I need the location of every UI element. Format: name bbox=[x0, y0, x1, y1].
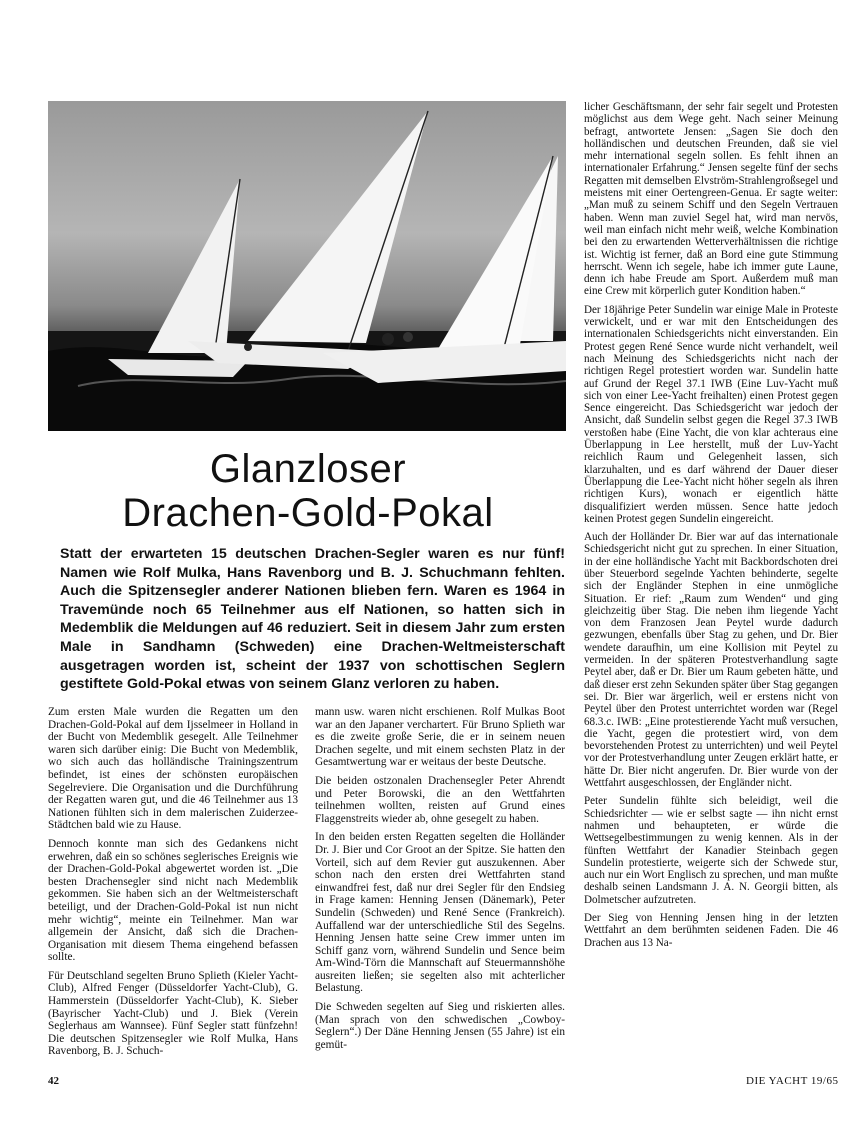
paragraph: Die beiden ostzonalen Drachensegler Peter Ahrendt und Peter Borowski, die an den Wettfahrten teilnehmen wollten, reisten auf Grund eines Flaggenstreits wieder ab, ohne gesegelt zu haben. bbox=[315, 774, 565, 825]
lead-paragraph: Statt der erwarteten 15 deutschen Drachen-Segler waren es nur fünf! Namen wie Rolf Mulka, Hans Ravenborg und B. J. Schuchmann fehlten. Auch die Spitzensegler anderer Nationen blieben fern. Waren es 1964 in Travemünde noch 65 Teilnehmer aus elf Nationen, so hatten sich in Medemblik die Meldungen auf 46 reduziert. Seit in diesem Jahr zum ersten Male in Sandhamn (Schweden) eine Drachen-Weltmeisterschaft ausgetragen worden ist, scheint der 1937 von schottischen Seglern gestiftete Gold-Pokal etwas von seinem Glanz verloren zu haben. bbox=[60, 546, 565, 693]
text-column-1 bbox=[48, 706, 298, 1064]
paragraph: Für Deutschland segelten Bruno Splieth (Kieler Yacht-Club), Alfred Fenger (Düsseldorfer Yacht-Club), G. Hammerstein (Düsseldorfer Yacht-Club), K. Sieber (Bayrischer Yacht-Club) und J. Biek (Verein Seglerhaus am Wannsee). Fünf Segler statt fünfzehn! Die deutschen Spitzensegler wie Rolf Mulka, Hans Ravenborg, B. J. Schuch- bbox=[48, 969, 298, 1058]
paragraph: Dennoch konnte man sich des Gedankens nicht erwehren, daß ein so schönes seglerisches Ereignis wie der Drachen-Gold-Pokal abgewertet worden ist. „Die besten Drachensegler sind nicht nach Medemblik gekommen. Sie haben sich an der Weltmeisterschaft beteiligt, und der Drachen-Gold-Pokal ist nun nicht mehr wichtig“, meinte ein Teilnehmer. Man war allgemein der Ansicht, daß sich die Drachen-Organisation mit diesem Thema eingehend befassen sollte. bbox=[48, 837, 298, 964]
paragraph: Zum ersten Male wurden die Regatten um den Drachen-Gold-Pokal auf dem Ijsselmeer in Holland in der Bucht von Medemblik gesegelt. Alle Teilnehmer waren sich darüber einig: Die Bucht von Medemblik, wo sich auch das holländische Trainingszentrum befindet, ist eines der schönsten europäischen Segelreviere. Die Organisation und die Durchführung der Regatten waren gut, und die 46 Teilnehmer aus 13 Nationen fühlten sich in dem malerischen Zuiderzee-Städtchen bald wie zu Hause. bbox=[48, 706, 298, 832]
title-line-1: Glanzloser bbox=[209, 447, 407, 491]
page-number: 42 bbox=[48, 1075, 59, 1087]
paragraph: Auch der Holländer Dr. Bier war auf das internationale Schiedsgericht nicht gut zu sprechen. In einer Situation, in der eine holländische Yacht mit Backbordschoten drei über Steuerbord segelnde Yachten behinderte, segelte sich der Engländer Stephen in eine unmögliche Situation. Er rief: „Raum zum Wenden“ und ging gleichzeitig über Stag. Die neben ihm liegende Yacht von dem Franzosen Jean Peytel wurde dadurch gezwungen, ebenfalls über Stag zu gehen, und Dr. Bier wendete daraufhin, um eine Kollision mit Peytel zu vermeiden. In der späteren Protestverhandlung sagte Peytel aber, daß er Dr. Bier um Raum gebeten hätte, und daß dieser erst zehn Sekunden später über Stag gegangen sei. Dr. Bier war ärgerlich, weil er erstens nicht von Peytel über den Protest unterrichtet worden war (Regel 68.3.c. IWB: „Eine protestierende Yacht muß versuchen, die Yacht, gegen die protestiert wird, von dem bevorstehenden Protest zu unterrichten) und weil Peytel vor der Protestverhandlung unter Zeugen erklärt hatte, er hätte Dr. Bier nicht angerufen. Dr. Bier wurde von der Wettfahrt ausgeschlossen, der Engländer nicht. bbox=[584, 531, 838, 790]
paragraph: licher Geschäftsmann, der sehr fair segelt und Protesten möglichst aus dem Wege geht. Nach seiner Meinung befragt, antwortete Jensen: „Sagen Sie doch den holländischen und deutschen Freunden, daß sie viel mehr international segeln sollen. Es fehlt ihnen an internationaler Erfahrung.“ Jensen segelte fünf der sechs Regatten mit demselben Elvström-Strahlengroßsegel und meistens mit einer Oertengreen-Genua. Er sagte weiter: „Man muß zu seinem Schiff und den Segeln Vertrauen haben. Wenn man zuviel Segel hat, wird man nervös, weil man einfach nicht mehr weiß, welche Kombination bei den zu erwartenden Wetterverhältnissen die richtige ist. Wichtig ist ferner, daß an Bord eine gute Stimmung herrscht. Wenn ich segele, habe ich immer gute Laune, denn ich habe Freude am Sport. Außerdem muß man eine Crew mit körperlich guter Kondition haben.“ bbox=[584, 101, 838, 298]
title-line-2: Drachen-Gold-Pokal bbox=[122, 491, 494, 535]
dragon-boats-illustration bbox=[48, 101, 566, 431]
sailing-photo bbox=[48, 101, 566, 431]
paragraph: Peter Sundelin fühlte sich beleidigt, weil die Schiedsrichter — wie er selbst sagte — ihn nicht ernst nahmen und behaupteten, er würde die Wettsegelbestimmungen zu wenig kennen. Als in der fünften Wettfahrt der Kanadier Steinbach gegen Sundelin protestierte, weigerte sich der Schwede stur, auch nur ein Wort Englisch zu sprechen, und man mußte deshalb seinen Landsmann J. A. N. Georgii bitten, als Dolmetscher aufzutreten. bbox=[584, 795, 838, 906]
text-column-3 bbox=[584, 101, 838, 955]
text-column-2 bbox=[315, 706, 565, 1057]
paragraph: Der 18jährige Peter Sundelin war einige Male in Proteste verwickelt, und er war mit den Entscheidungen des internationalen Schiedsgerichts nicht einverstanden. Ein Protest gegen René Sence wurde nicht verhandelt, weil nach Meinung des Schiedsgerichts nicht nach der richtigen Regel protestiert worden war. Sundelin hatte auf Grund der Regel 37.1 IWB (Eine Luv-Yacht muß sich von einer Lee-Yacht freihalten) einen Protest gegen Sence eingereicht. Das Schiedsgericht war jedoch der Ansicht, daß Sundelin selbst gegen die Regel 37.3 IWB verstoßen habe (Eine Yacht, die von klar achteraus eine Überlappung in Lee herstellt, muß der Luv-Yacht reichlich Raum und Gelegenheit lassen, sich klarzuhalten, und es darf während der Dauer dieser Überlappung die Lee-Yacht nicht höher segeln als ihren richtigen Kurs), wonach er eigentlich hätte disqualifiziert werden müssen. Sence hatte jedoch keinen Protest gegen Sundelin eingereicht. bbox=[584, 303, 838, 525]
magazine-issue: DIE YACHT 19/65 bbox=[746, 1075, 839, 1087]
paragraph: Die Schweden segelten auf Sieg und riskierten alles. (Man sprach von den schwedischen „Cowboy-Seglern“.) Der Däne Henning Jensen (55 Jahre) ist ein gemüt- bbox=[315, 1001, 565, 1051]
article-title bbox=[48, 447, 568, 535]
paragraph: In den beiden ersten Regatten segelten die Holländer Dr. J. Bier und Cor Groot an der Spitze. Sie hatten den Vorteil, sich auf dem Revier gut auszukennen. Aber schon nach den ersten drei Wettfahrten stand einwandfrei fest, daß nur drei Segler für den Endsieg in Frage kamen: Henning Jensen (Dänemark), Peter Sundelin (Schweden) und René Sence (Frankreich). Auffallend war der unterschiedliche Stil des Segelns. Henning Jensen hatte seine Crew immer unten im Schiff ganz vorn, während Sundelin und Sence beim Am-Wind-Törn die Mannschaft auf Steuermannshöhe ausreiten ließen; sie segelten also mit achterlicher Belastung. bbox=[315, 831, 565, 995]
paragraph: mann usw. waren nicht erschienen. Rolf Mulkas Boot war an den Japaner verchartert. Für Bruno Splieth war es die zweite große Serie, die er in seinem neuen Drachen segelte, und mit einem sechsten Platz in der Gesamtwertung war er weitaus der beste Deutsche. bbox=[315, 706, 565, 769]
paragraph: Der Sieg von Henning Jensen hing in der letzten Wettfahrt an dem berühmten seidenen Faden. Die 46 Drachen aus 13 Na- bbox=[584, 912, 838, 949]
